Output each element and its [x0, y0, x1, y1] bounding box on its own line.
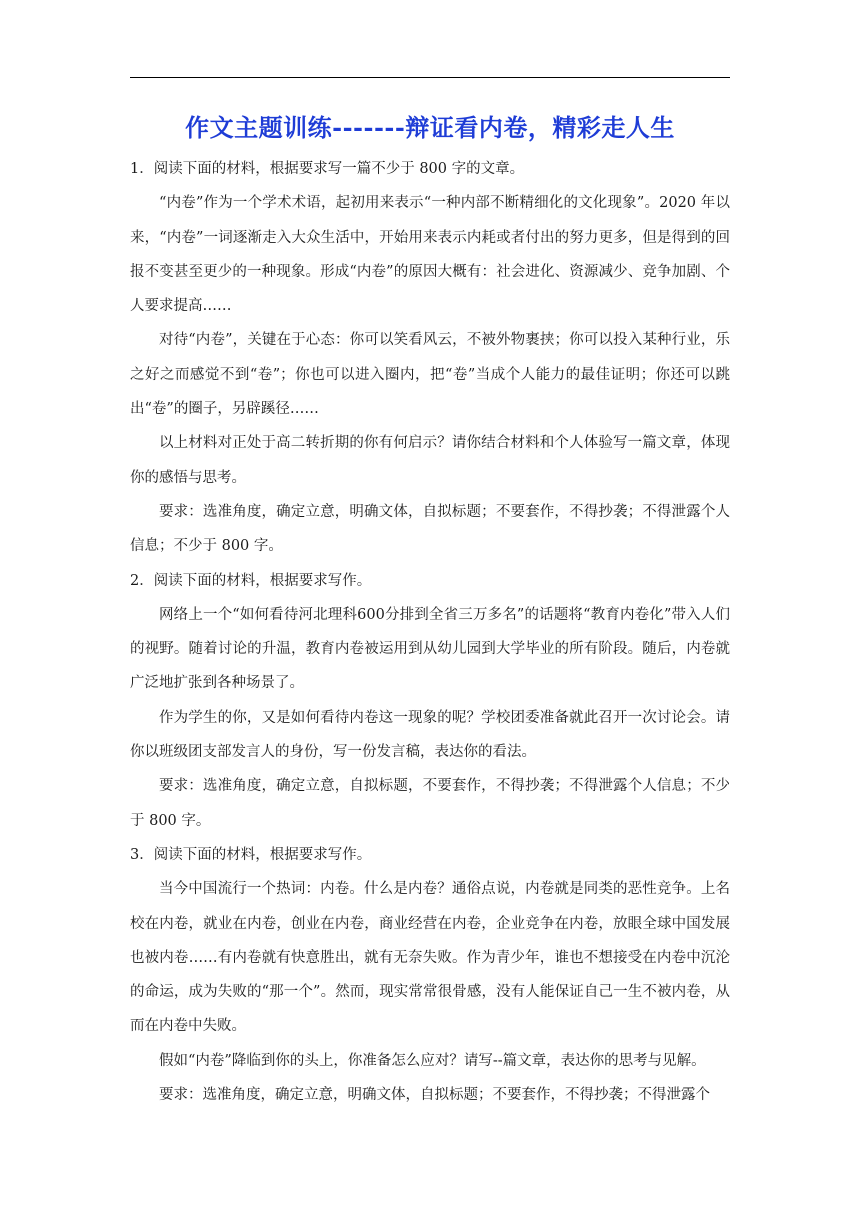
question-2-paragraph-2: 作为学生的你，又是如何看待内卷这一现象的呢？学校团委准备就此召开一次讨论会。请你以班级团支部发言人的身份，写一份发言稿，表达你的看法。 [130, 709, 730, 761]
question-2-prompt: 2．阅读下面的材料，根据要求写作。 [130, 572, 372, 589]
question-2-paragraph-1: 网络上一个“如何看待河北理科600分排到全省三万多名”的话题将“教育内卷化”带入人们的视野。随着讨论的升温，教育内卷被运用到从幼儿园到大学毕业的所有阶段。随后，内卷就广泛地扩张到各种场景了。 [130, 606, 730, 692]
question-1-paragraph-2: 对待“内卷”，关键在于心态：你可以笑看风云，不被外物裹挟；你可以投入某种行业，乐之好之而感觉不到“卷”；你也可以进入圈内，把“卷”当成个人能力的最佳证明；你还可以跳出“卷”的圈子，另辟蹊径…… [130, 332, 730, 418]
header-rule [130, 77, 730, 78]
question-3-paragraph-2: 假如“内卷”降临到你的头上，你准备怎么应对？请写--篇文章，表达你的思考与见解。 [159, 1052, 706, 1069]
page-title: 作文主题训练-------辩证看内卷，精彩走人生 [185, 113, 675, 142]
question-1-paragraph-1: “内卷”作为一个学术术语，起初用来表示“一种内部不断精细化的文化现象”。2020 年以来，“内卷”一词逐渐走入大众生活中，开始用来表示内耗或者付出的努力更多，但是得到的回报不变甚至更少的一种现象。形成“内卷”的原因大概有：社会进化、资源减少、竞争加剧、个人要求提高…… [130, 195, 730, 315]
document-body [130, 152, 730, 1112]
question-3-prompt: 3．阅读下面的材料，根据要求写作。 [130, 846, 372, 863]
question-3-paragraph-1: 当今中国流行一个热词：内卷。什么是内卷？通俗点说，内卷就是同类的恶性竞争。上名校在内卷，就业在内卷，创业在内卷，商业经营在内卷，企业竞争在内卷，放眼全球中国发展也被内卷……有内卷就有快意胜出，就有无奈失败。作为青少年，谁也不想接受在内卷中沉沦的命运，成为失败的“那一个”。然而，现实常常很骨感，没有人能保证自己一生不被内卷，从而在内卷中失败。 [130, 881, 730, 1035]
question-1-prompt: 1．阅读下面的材料，根据要求写一篇不少于 800 字的文章。 [130, 161, 525, 177]
question-2-requirements: 要求：选准角度，确定立意，自拟标题，不要套作，不得抄袭；不得泄露个人信息；不少于 800 字。 [130, 778, 730, 829]
question-1-requirements: 要求：选准角度，确定立意，明确文体，自拟标题；不要套作，不得抄袭；不得泄露个人信息；不少于 800 字。 [130, 503, 730, 555]
question-3-requirements: 要求：选准角度，确定立意，明确文体，自拟标题；不要套作，不得抄袭；不得泄露个 [159, 1087, 710, 1104]
question-1-paragraph-3: 以上材料对正处于高二转折期的你有何启示？请你结合材料和个人体验写一篇文章，体现你的感悟与思考。 [130, 435, 730, 486]
